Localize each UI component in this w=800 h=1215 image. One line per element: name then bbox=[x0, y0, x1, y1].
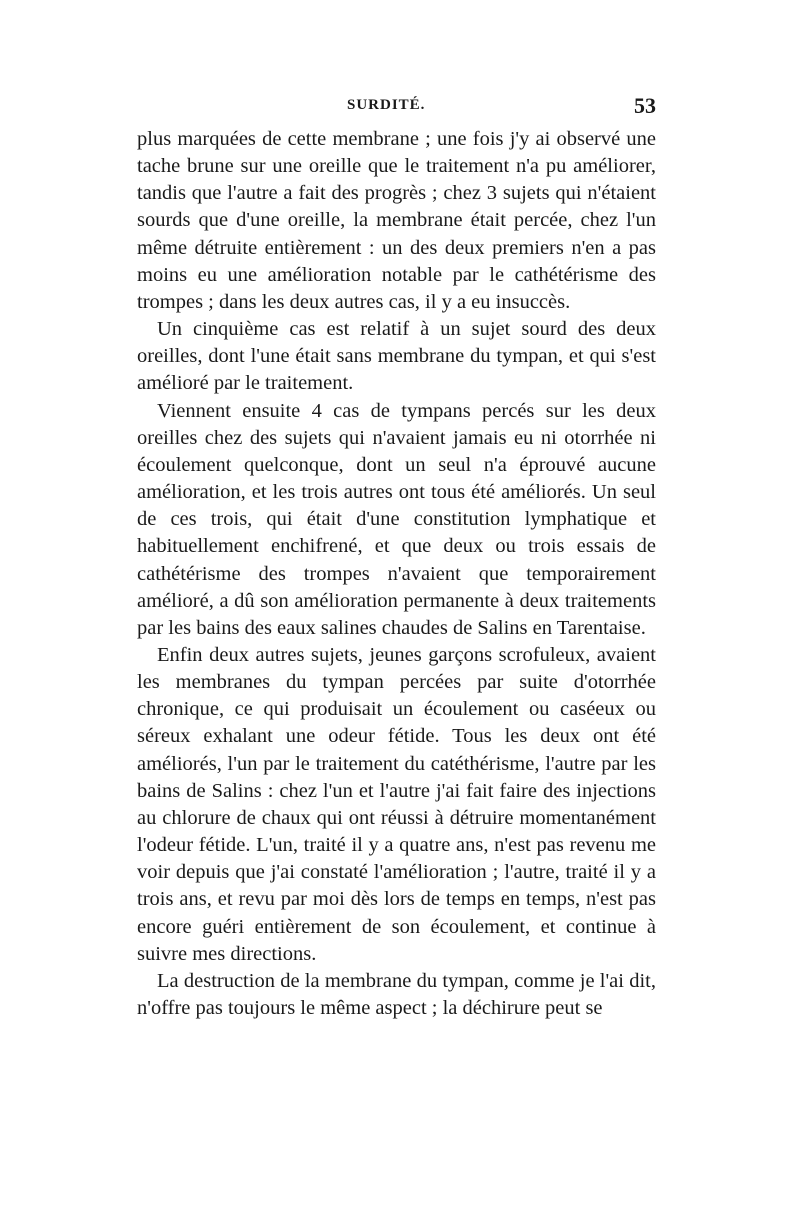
page-number: 53 bbox=[634, 93, 656, 118]
body-text bbox=[137, 126, 656, 1022]
running-title: SURDITÉ. bbox=[347, 97, 426, 113]
paragraph-fifth-case: Un cinquième cas est relatif à un sujet sourd des deux oreilles, dont l'une était sans membrane du tympan, et qui s'est amélioré par le traitement. bbox=[137, 318, 656, 395]
paragraph-two-subjects: Enfin deux autres sujets, jeunes garçons scrofuleux, avaient les membranes du tympan percées par suite d'otorrhée chronique, ce qui produisait un écoulement ou caséeux ou séreux exhalant une odeur fétide. Tous les deux ont été améliorés, l'un par le traitement du catéthérisme, l'autre par les bains de Salins : chez l'un et l'autre j'ai fait faire des injections au chlorure de chaux qui ont réussi à détruire momentanément l'odeur fétide. L'un, traité il y a quatre ans, n'est pas revenu me voir depuis que j'ai constaté l'amélioration ; l'autre, traité il y a trois ans, et revu par moi dès lors de temps en temps, n'est pas encore guéri entièrement de son écoulement, et continue à suivre mes directions. bbox=[137, 643, 656, 965]
paragraph-continuation: plus marquées de cette membrane ; une fois j'y ai observé une tache brune sur une oreille que le traitement n'a pu améliorer, tandis que l'autre a fait des progrès ; chez 3 sujets qui n'étaient sourds que d'une oreille, la membrane était percée, chez l'un même détruite entièrement : un des deux premiers n'en a pas moins eu une amélioration notable par le cathétérisme des trompes ; dans les deux autres cas, il y a eu insuccès. bbox=[137, 128, 656, 313]
paragraph-four-cases: Viennent ensuite 4 cas de tympans percés sur les deux oreilles chez des sujets qui n'avaient jamais eu ni otorrhée ni écoulement quelconque, dont un seul n'a éprouvé aucune amélioration, et les trois autres ont tous été améliorés. Un seul de ces trois, qui était d'une constitution lymphatique et habituellement enchifrené, et que deux ou trois essais de cathétérisme des trompes n'avaient que temporairement amélioré, a dû son amélioration permanente à deux traitements par les bains des eaux salines chaudes de Salins en Tarentaise. bbox=[137, 399, 656, 639]
paragraph-destruction: La destruction de la membrane du tympan, comme je l'ai dit, n'offre pas toujours le même aspect ; la déchirure peut se bbox=[137, 969, 656, 1019]
running-header bbox=[137, 93, 656, 121]
